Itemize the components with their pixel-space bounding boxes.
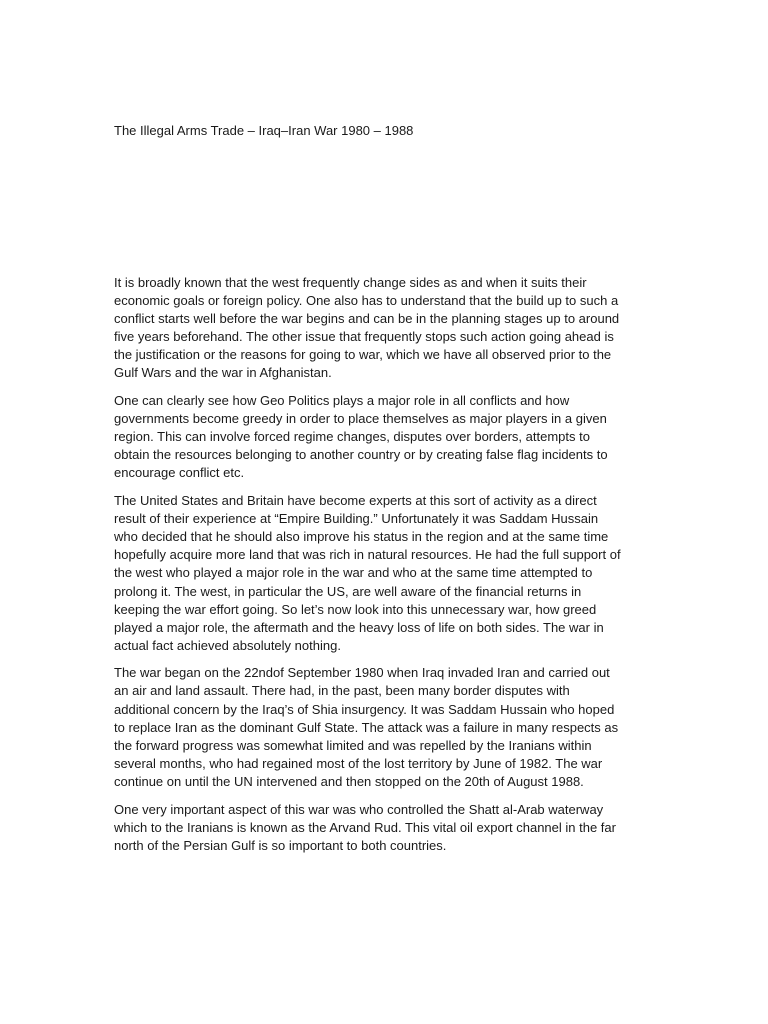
document-title: The Illegal Arms Trade – Iraq–Iran War 1980 – 1988: [114, 123, 414, 138]
paragraph-1: It is broadly known that the west frequently change sides as and when it suits their economic goals or foreign policy. One also has to understand that the build up to such a conflict starts well before the war begins and can be in the planning stages up to around five years beforehand. The other issue that frequently stops such action going ahead is the justification or the reasons for going to war, which we have all observed prior to the Gulf Wars and the war in Afghanistan.: [114, 275, 620, 381]
paragraph-5: One very important aspect of this war was who controlled the Shatt al-Arab waterway which to the Iranians is known as the Arvand Rud. This vital oil export channel in the far north of the Persian Gulf is so important to both countries.: [114, 801, 616, 853]
paragraph-2: One can clearly see how Geo Politics plays a major role in all conflicts and how governments become greedy in order to place themselves as major players in a given region. This can involve forced regime changes, disputes over borders, attempts to obtain the resources belonging to another country or by creating false flag incidents to encourage conflict etc.: [114, 393, 608, 481]
document-body: [114, 274, 664, 864]
paragraph-4: The war began on the 22ndof September 1980 when Iraq invaded Iran and carried out an air and land assault. There had, in the past, been many border disputes with additional concern by the Iraq’s of Shia insurgency. It was Saddam Hussain who hoped to replace Iran as the dominant Gulf State. The attack was a failure in many respects as the forward progress was somewhat limited and was repelled by the Iranians within several months, who had regained most of the lost territory by June of 1982. The war continue on until the UN intervened and then stopped on the 20th of August 1988.: [114, 665, 619, 789]
paragraph-3: The United States and Britain have become experts at this sort of activity as a direct result of their experience at “Empire Building.” Unfortunately it was Saddam Hussain who decided that he should also improve his status in the region and at the same time hopefully acquire more land that was rich in natural resources. He had the full support of the west who played a major role in the war and who at the same time attempted to prolong it. The west, in particular the US, are well aware of the financial returns in keeping the war effort going. So let’s now look into this unnecessary war, how greed played a major role, the aftermath and the heavy loss of life on both sides. The war in actual fact achieved absolutely nothing.: [114, 493, 621, 653]
